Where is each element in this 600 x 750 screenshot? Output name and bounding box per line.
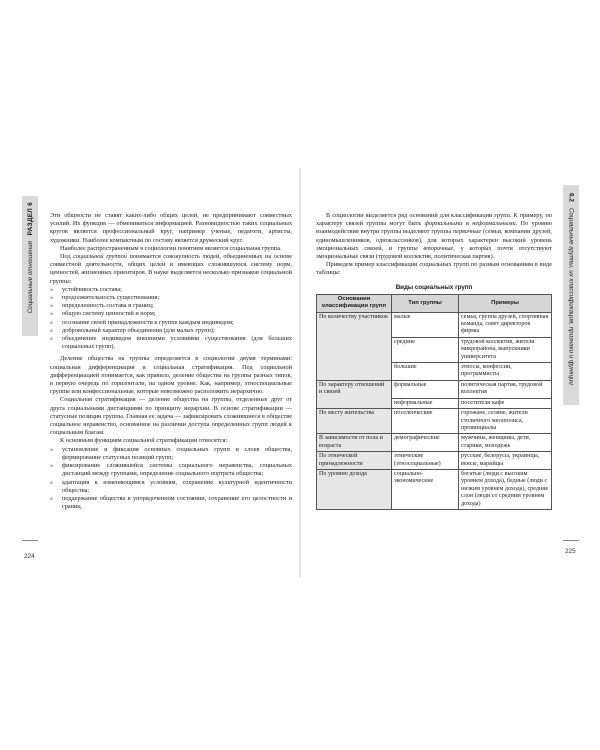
table-cell: По характеру отношений и связей <box>317 380 392 408</box>
page-fold <box>299 168 301 578</box>
list-item: » продолжительность существования; <box>58 294 292 302</box>
right-section-number: 6.2 <box>567 193 575 202</box>
table-cell: По этнической принадлежности <box>317 452 392 470</box>
table-cell: В зависимости от пола и возраста <box>317 434 392 452</box>
table-cell: трудовой коллектив, жители микрорайона, выпускники университета <box>459 337 552 362</box>
right-text-column <box>316 212 552 510</box>
right-page-rule <box>563 540 579 541</box>
table-cell: богатые (люди с высоким уровнем дохода), бедные (люди с низким уровнем дохода), средние слои (люди со средним уровнем дохода) <box>459 469 552 509</box>
list-item: » общую систему ценностей и норм; <box>58 310 292 318</box>
left-section-number: РАЗДЕЛ 6 <box>26 202 34 236</box>
table-cell: По уровню дохода <box>317 469 392 509</box>
features-list <box>50 286 292 352</box>
table-cell: демографические <box>392 434 459 452</box>
table-cell: поселенческие <box>392 409 459 434</box>
table-cell: горожане, селяне, жители столичного мегаполиса, провинциалы <box>459 409 552 434</box>
text-run: понимается совокупность людей, объединенных на основе совместной деятельности, общих целей и имеющих сложившуюся систему норм, ценностей, жизненных ориентиров. В науке выделяется несколько признаков социальной группы: <box>50 253 292 285</box>
paragraph: Приведем пример классификации социальных групп по разным основаниям в виде таблицы: <box>316 261 552 277</box>
table-cell: этнические (этносоциальные) <box>392 452 459 470</box>
table-cell: формальные <box>392 380 459 398</box>
table-header: Основания классификации групп <box>317 294 392 312</box>
table-row <box>317 434 552 452</box>
text-run: . По уровню взаимодействия внутри группы выделяют группы <box>316 220 552 236</box>
table-cell: неформальные <box>392 398 459 408</box>
table-cell: посетители кафе <box>459 398 552 408</box>
list-item: » адаптация к изменяющимся условиям, сохранение культурной идентичности общества; <box>58 479 292 495</box>
table-header-row <box>317 294 552 312</box>
table-row <box>317 380 552 398</box>
paragraph: К основным функциям социальной стратификации относятся: <box>60 437 228 445</box>
list-item: » устойчивость состава; <box>58 286 292 294</box>
term: вторичные <box>423 244 454 252</box>
table-row <box>317 409 552 434</box>
table-row <box>317 469 552 509</box>
left-section-title: Социальные отношения <box>26 241 34 314</box>
paragraph: Деление общества на группы определяется в социологии двумя терминами: социальная дифференциация и социальная стратификация. Под социальной дифференциацией понимается, как правило, деление общества на группы разных типов, в первую очередь по горизонтали, на одном уровне. Как, например, этноспоциальные группы или конфессиональные, которые невозможно расположить иерархично. <box>50 355 292 396</box>
list-item: » определенность состава и границ; <box>58 302 292 310</box>
table-cell: социально-экономические <box>392 469 459 509</box>
functions-list <box>50 446 292 512</box>
term: первичные <box>453 228 482 236</box>
term: неформальными <box>472 220 516 228</box>
defined-term: социальной группой <box>73 253 127 261</box>
right-page-number: 225 <box>565 548 576 555</box>
right-section-tab <box>563 185 579 405</box>
table-title: Виды социальных групп <box>395 283 473 291</box>
definition-paragraph <box>50 253 292 286</box>
left-page-rule <box>22 540 38 541</box>
table-cell: мужчины, женщины, дети, старики, молодежь <box>459 434 552 452</box>
left-page-number: 224 <box>24 553 35 560</box>
list-item: » фиксирование сложившейся системы социального неравенства, социальных дистанций между группами, определение социального портрета общества; <box>58 462 292 478</box>
list-item: » осознание своей принадлежности к группе каждым индивидом; <box>58 319 292 327</box>
table-cell: этносы, конфессии, программисты <box>459 363 552 381</box>
table-cell: семья, группа друзей, спортивная команда, совет директоров фирмы <box>459 312 552 337</box>
table-cell: средние <box>392 337 459 362</box>
term: формальными <box>424 220 463 228</box>
left-text-column <box>50 212 292 511</box>
list-item: » установление и фиксация основных социальных групп и слоев общества, формирование статусных позиций групп; <box>58 446 292 462</box>
table-cell: По месту жительства <box>317 409 392 434</box>
table-cell: По количеству участников <box>317 312 392 380</box>
text-run: , у которых почти отсутствуют эмоциональные связи (трудовой коллектив, политическая партия). <box>316 244 552 261</box>
table-row <box>317 312 552 337</box>
text-run: (семьи, компании друзей, единомышленников, одноклассников), для которых характерен высокий уровень эмоциональных связей, и группы <box>316 228 552 252</box>
paragraph <box>316 212 552 261</box>
table-cell: малые <box>392 312 459 337</box>
list-item: » добровольный характер объединения (для малых групп); <box>58 327 292 335</box>
table-cell: большие <box>392 363 459 381</box>
table-header: Примеры <box>459 294 552 312</box>
table-header: Тип группы <box>392 294 459 312</box>
social-groups-table <box>316 294 552 510</box>
left-section-tab <box>22 196 38 336</box>
list-item: » объединение индивидов внешними условиями существования (для больших социальных групп). <box>58 335 292 351</box>
table-cell: русские, белорусы, украинцы, венсы, марийцы <box>459 452 552 470</box>
paragraph: Эти общности не ставят каких-либо общих целей, не предпринимают совместных усилий. Их функция — обмениваться информацией. Разновидностью таких социальных кругов является профессиональный круг, например ученые, педагоги, артисты, художники. Наиболее компактным по составу является дружеский круг. <box>50 212 292 244</box>
table-cell: политическая партия, трудовой коллектив <box>459 380 552 398</box>
text-run: В социологии выделяется ряд оснований для классификации групп. К примеру, по характеру связей группы могут быть <box>316 212 552 228</box>
paragraph: Социальная стратификация — деление общества на группы, отделенные друг от друга социальными дистанциями по принципу иерархии. В основе стратификации — статусные позиции группы. Главная ее задача — зафиксировать сложившиеся в обществе социальное неравенство, основанное на различии доступа определенных групп людей к социальным благам. <box>50 396 292 437</box>
table-row <box>317 452 552 470</box>
list-item: » поддержание общества в упорядоченном состоянии, сохранение его целостности и границ. <box>58 495 292 511</box>
right-section-title: Социальные группы, их классификация, признаки и функции <box>567 207 575 385</box>
paragraph: Наиболее распространенным в социологии понятием является социальная группа. <box>60 244 282 252</box>
text-run: Под <box>60 253 74 261</box>
text-run: и <box>462 220 473 228</box>
